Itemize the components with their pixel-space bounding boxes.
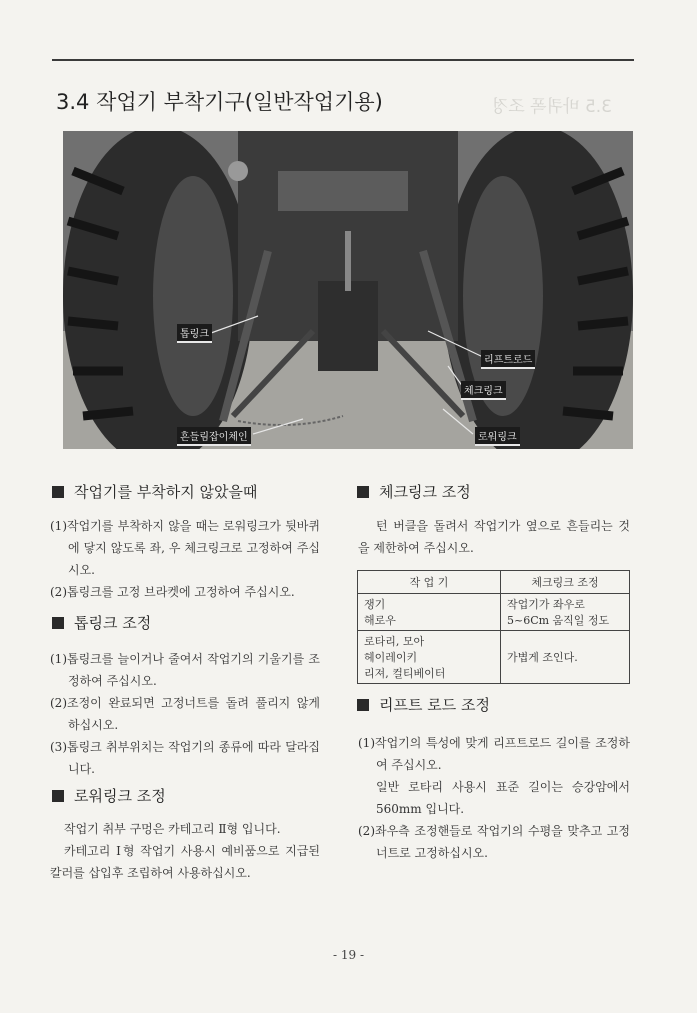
table-cell: 작업기가 좌우로 5~6Cm 움직일 정도 (501, 594, 630, 631)
table-header: 체크링크 조정 (501, 571, 630, 594)
square-bullet-icon (52, 486, 64, 498)
table-row (358, 594, 630, 631)
top-rule (52, 59, 634, 61)
heading-top-link: 톱링크 조정 (52, 612, 151, 633)
list-item: 일반 로타리 사용시 표준 길이는 승강암에서 560mm 입니다. (376, 780, 630, 816)
list-item: (2)조정이 완료되면 고정너트를 돌려 풀리지 않게 하십시오. (50, 696, 320, 732)
table-header: 작 업 기 (358, 571, 501, 594)
page-title: 3.4 작업기 부착기구(일반작업기용) (56, 90, 383, 114)
no-implement-list (50, 515, 320, 603)
list-item: (1)톱링크를 늘이거나 줄여서 작업기의 기울기를 조정하여 주십시오. (50, 652, 320, 688)
callout-top-link: 톱링크 (177, 324, 212, 343)
check-link-table (357, 570, 630, 684)
table-cell: 가볍게 조인다. (501, 631, 630, 684)
heading-no-implement: 작업기를 부착하지 않았을때 (52, 481, 257, 502)
text-line: 카테고리 Ⅰ형 작업기 사용시 예비품으로 지급된 칼러를 삽입후 조립하여 사용하십시오. (50, 844, 320, 880)
square-bullet-icon (357, 486, 369, 498)
callout-sway-chain: 흔들림잡이체인 (177, 427, 251, 446)
list-item: (2)톱링크를 고정 브라켓에 고정하여 주십시오. (50, 585, 295, 599)
list-item: (1)작업기의 특성에 맞게 리프트로드 길이를 조정하여 주십시오. (358, 736, 630, 772)
list-item: (3)톱링크 취부위치는 작업기의 종류에 따라 달라집니다. (50, 740, 320, 776)
bleed-through-title: 3.5 바퀴폭 조정 (492, 97, 612, 117)
top-link-list (50, 648, 320, 780)
tractor-hitch-photo (63, 131, 633, 449)
table-cell: 로타리, 모아 헤이레이키 리져, 컬티베이터 (358, 631, 501, 684)
tractor-rear-illustration (63, 131, 633, 449)
table-row (358, 631, 630, 684)
check-link-text: 턴 버클을 돌려서 작업기가 옆으로 흔들리는 것을 제한하여 주십시오. (358, 519, 630, 555)
callout-lift-rod: 리프트로드 (481, 350, 535, 369)
table-header-row (358, 571, 630, 594)
page-number: - 19 - (332, 948, 364, 962)
table-cell: 쟁기 해로우 (358, 594, 501, 631)
list-item: (1)작업기를 부착하지 않을 때는 로워링크가 뒷바퀴에 닿지 않도록 좌, 우 체크링크로 고정하여 주십시오. (50, 519, 320, 577)
square-bullet-icon (357, 699, 369, 711)
callout-check-link: 체크링크 (461, 381, 506, 400)
heading-check-link: 체크링크 조정 (357, 481, 471, 502)
lower-link-text (50, 818, 320, 884)
lift-rod-list (358, 732, 630, 864)
text-line: 작업기 취부 구멍은 카테고리 Ⅱ형 입니다. (64, 822, 281, 836)
square-bullet-icon (52, 617, 64, 629)
callout-lower-link: 로워링크 (475, 427, 520, 446)
square-bullet-icon (52, 790, 64, 802)
list-item: (2)좌우측 조정핸들로 작업기의 수평을 맞추고 고정 너트로 고정하십시오. (358, 824, 630, 860)
heading-lower-link: 로워링크 조정 (52, 785, 166, 806)
heading-lift-rod: 리프트 로드 조정 (357, 694, 490, 715)
